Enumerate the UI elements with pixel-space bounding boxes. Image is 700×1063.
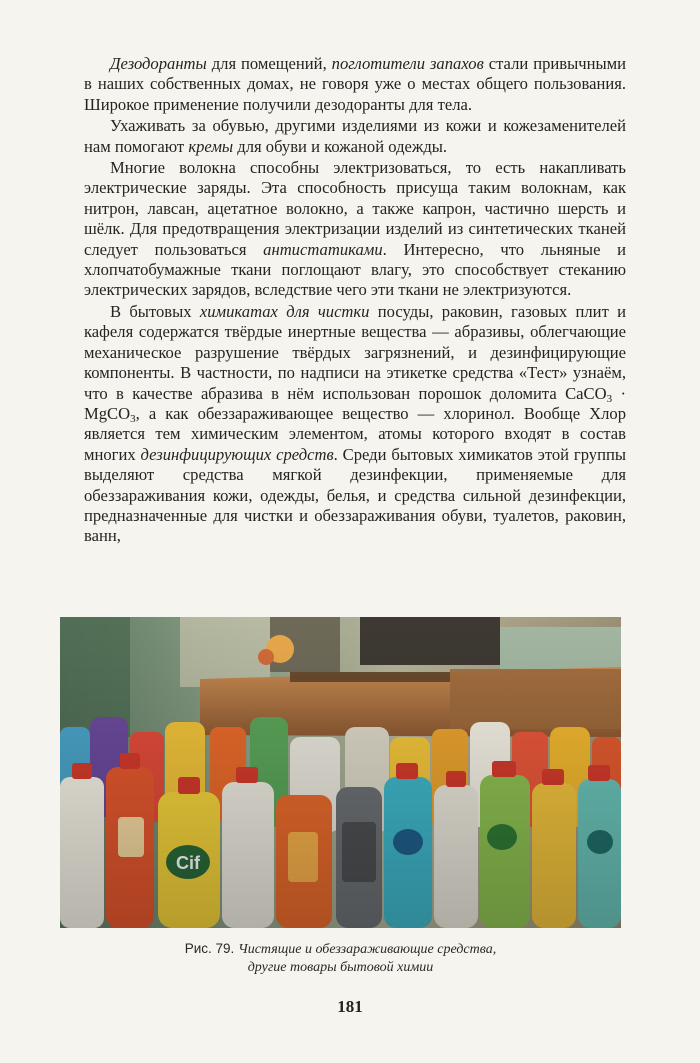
body-text [84, 54, 626, 547]
term-disinfectants: дезинфицирующих средств [140, 444, 334, 464]
term-deodorants: Дезодоранты [110, 54, 207, 73]
caption-line-2: другие товары бытовой химии [247, 960, 434, 975]
term-odor-absorbers: поглотители запахов [331, 54, 484, 73]
figure-caption [60, 940, 621, 977]
paragraph-shoe-care: Ухаживать за обувью, другими изделиями из кожи и кожезаменителей нам помогают кремы для обуви и кожаной одежды. [84, 116, 626, 156]
caption-prefix: Рис. 79. [184, 941, 239, 956]
photo-illustration [60, 617, 621, 928]
term-antistatics: антистатиками [263, 239, 383, 259]
paragraph-deodorants: Дезодоранты для помещений, поглотители запахов стали привычными в наших собственных домах, не говоря уже о местах общего пользования. Широкое применение получили дезодоранты для тела. [84, 54, 626, 114]
page-number: 181 [337, 997, 363, 1016]
paragraph-antistatics: Многие волокна способны электризоваться, то есть накапливать электрические заряды. Эта способность присуща таким волокнам, как нитрон, лавсан, ацетатное волокно, а также капрон, частично шерсть и шёлк. Для предотвращения электризации изделий из синтетических тканей следует пользоваться антистатиками. Интересно, что льняные и хлопчатобумажные ткани поглощают влагу, это способствует стеканию электрических зарядов, вследствие чего эти ткани не электризуются. [84, 158, 626, 300]
paragraph-cleaning-chemicals: В бытовых химикатах для чистки посуды, раковин, газовых плит и кафеля содержатся твёрдые инертные вещества — абразивы, облегчающие механическое разрушение твёрдых загрязнений, и дезинфицирующие компоненты. В частности, по надписи на этикетке средства «Тест» узнаём, что в качестве абразива в нём использован порошок доломита CaCO$_3$ · MgCO$_3$, а как обеззараживающее вещество — хлоринол. Вообще Хлор является тем химическим элементом, атомы которого входят в состав многих дезинфицирующих средств. Среди бытовых химикатов этой группы выделяют средства мягкой дезинфекции, применяемые для обеззараживания кожи, одежды, белья, и средства сильной дезинфекции, предназначенные для чистки и обеззараживания обуви, туалетов, раковин, ванн, [84, 301, 626, 546]
caption-line-1: Рис. 79. Чистящие и обеззараживающие средства, [184, 941, 497, 957]
term-creams: кремы [188, 136, 234, 156]
figure-cleaning-products-photo [60, 617, 621, 928]
term-cleaning-chemicals: химикатах для чистки [199, 301, 370, 321]
